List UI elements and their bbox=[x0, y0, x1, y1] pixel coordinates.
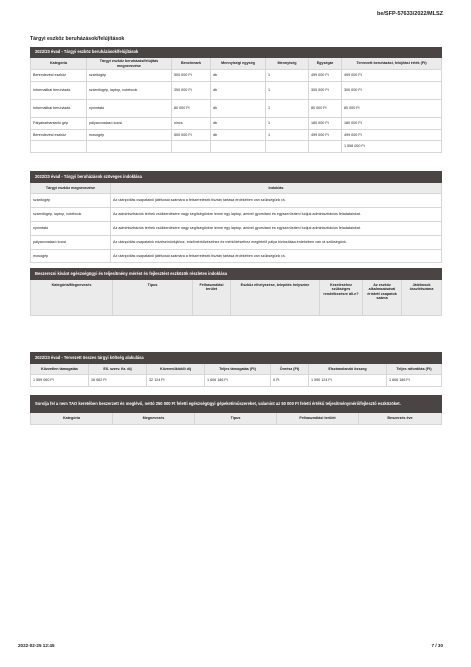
table-cell: 180 000 Ft bbox=[309, 118, 342, 130]
table-cell: számítógép, laptop, notebook bbox=[31, 208, 111, 222]
column-header: Beszerzés éve bbox=[359, 413, 442, 425]
table-row bbox=[31, 100, 442, 118]
table-cell: db bbox=[211, 100, 266, 118]
table-cell: 80 000 Ft bbox=[342, 100, 442, 118]
table-cell: számítógép, laptop, notebook bbox=[87, 82, 172, 100]
table-cell: 1 bbox=[266, 118, 309, 130]
table-cell: nyomtató bbox=[87, 100, 172, 118]
table-cell: 1 bbox=[266, 100, 309, 118]
column-header: Játékosok összlétszáma bbox=[402, 280, 442, 316]
table-cell: db bbox=[211, 118, 266, 130]
table-row bbox=[31, 208, 442, 222]
table-cell: pályavonalazó kocsi bbox=[87, 118, 172, 130]
column-header: Felhasználási terület bbox=[277, 413, 359, 425]
table-cell: Az adminisztrációs terhek csökkentésére nagy segítségünkre lenne egy laptop, amivel gyorsítani és egyszerűsíteni tudjuk adminisztrációs feladatainkat. bbox=[111, 208, 442, 222]
column-header: Az eszköz alkalmazásával érintett csapatok száma bbox=[363, 280, 402, 316]
table-row bbox=[31, 118, 442, 130]
table-cell: 1 559 060 Ft bbox=[31, 375, 89, 387]
section-title: Tárgyi eszköz beruházások/felújítások bbox=[30, 36, 125, 42]
table-cell: szárítógép bbox=[87, 70, 172, 82]
column-header: Megnevezés bbox=[113, 413, 195, 425]
table-cell: 500 000 Ft bbox=[172, 70, 211, 82]
non-tao-equipment-table bbox=[30, 395, 442, 425]
column-header: Önrész (Ft) bbox=[271, 364, 309, 375]
column-header: Tárgyi eszköz beruházás/felújítás megnevezése bbox=[87, 58, 172, 70]
table-cell: 1 bbox=[266, 70, 309, 82]
column-header: Teljes ráfordítás (Ft) bbox=[387, 364, 442, 375]
total-row bbox=[31, 141, 442, 153]
table-row bbox=[31, 82, 442, 100]
page-number: 7 / 30 bbox=[431, 643, 443, 648]
column-header: Típus bbox=[195, 413, 277, 425]
column-header: Közvetlen támogatás bbox=[31, 364, 89, 375]
table-cell: 499 000 Ft bbox=[309, 70, 342, 82]
column-header: Mennyiség bbox=[266, 58, 309, 70]
table-cell: Berendezési eszköz bbox=[31, 130, 87, 141]
table-cell: 1 590 124 Ft bbox=[309, 375, 387, 387]
table-cell: 500 000 Ft bbox=[172, 130, 211, 141]
justification-table bbox=[30, 171, 442, 263]
table-cell: Az utánpótlás csapataink játékosai számára a felszerelések tisztán tartása érdekében van szükségünk rá. bbox=[111, 194, 442, 208]
table-cell: db bbox=[211, 70, 266, 82]
table-cell: szárítógép bbox=[31, 194, 111, 208]
table-cell: 499 000 Ft bbox=[309, 130, 342, 141]
table-cell: mosógép bbox=[87, 130, 172, 141]
table-cell: nincs bbox=[172, 118, 211, 130]
health-equipment-table bbox=[30, 268, 442, 316]
table-cell: 80 000 Ft bbox=[309, 100, 342, 118]
table-row bbox=[31, 194, 442, 208]
table-cell: db bbox=[211, 130, 266, 141]
table-cell: Informatikai beruházás bbox=[31, 100, 87, 118]
table-row bbox=[31, 236, 442, 250]
total-value: 1 558 000 Ft bbox=[342, 141, 442, 153]
table-cell: 1 606 186 Ft bbox=[205, 375, 271, 387]
table-cell: 0 Ft bbox=[271, 375, 309, 387]
table-cell: 499 000 Ft bbox=[342, 70, 442, 82]
table-cell: Informatikai beruházás bbox=[31, 82, 87, 100]
table-cell: Az utánpótlás csapataink edzéseinünkjához, edzőmérkőzéseihez és mérkőzéseihez megfelelő pálya biztosítása érdekében van rá szükségünk. bbox=[111, 236, 442, 250]
table-cell: pályavonalazó kocsi bbox=[31, 236, 111, 250]
column-header: Kategória bbox=[31, 413, 113, 425]
table-row bbox=[31, 250, 442, 263]
column-header: Mennyiségi egység bbox=[211, 58, 266, 70]
table-banner: 2022/23 évad - Tervezett összes tárgyi költség alakulása bbox=[31, 353, 442, 364]
column-header: Egységár bbox=[309, 58, 342, 70]
table-cell: 16 062 Ft bbox=[89, 375, 147, 387]
total-cost-table bbox=[30, 352, 442, 387]
column-header: Kategória bbox=[31, 58, 87, 70]
table-cell: db bbox=[211, 82, 266, 100]
table-cell: Az utánpótlás csapataink játékosai számára a felszerelések tisztán tartása érdekében van szükségünk rá. bbox=[111, 250, 442, 263]
column-header: Kezeléséhez szükséges rendelkezésre áll-e? bbox=[320, 280, 363, 316]
column-header: Kategória/Megnevezés bbox=[31, 280, 113, 316]
table-cell: mosógép bbox=[31, 250, 111, 263]
table-cell: 1 bbox=[266, 82, 309, 100]
table-cell: Berendezési eszköz bbox=[31, 70, 87, 82]
footer-timestamp: 2022-02-25 12:45 bbox=[18, 643, 55, 648]
table-cell: 32 124 Ft bbox=[147, 375, 205, 387]
column-header: Tervezett beruházási, felújítási érték (Ft) bbox=[342, 58, 442, 70]
column-header: Tárgyi eszköz megnevezése bbox=[31, 183, 111, 194]
column-header: Benchmark bbox=[172, 58, 211, 70]
column-header: Közreműködői díj bbox=[147, 364, 205, 375]
column-header: Típus bbox=[113, 280, 193, 316]
table-banner: 2022/23 évad - Tárgyi beruházások szöveges indoklása bbox=[31, 172, 442, 183]
table-cell: 300 000 Ft bbox=[172, 82, 211, 100]
column-header: Eszköz elhelyezése, telepítés helyszíne bbox=[231, 280, 320, 316]
table-cell: nyomtató bbox=[31, 222, 111, 236]
table-cell: Pályakarbantartó gép bbox=[31, 118, 87, 130]
table-row bbox=[31, 130, 442, 141]
column-header: Teljes támogatás (Ft) bbox=[205, 364, 271, 375]
column-header: Felhasználási terület bbox=[193, 280, 231, 316]
column-header: Elszámolandó összeg bbox=[309, 364, 387, 375]
table-row bbox=[31, 375, 442, 387]
table-row bbox=[31, 70, 442, 82]
table-banner: Beszerezni kívánt egészségügyi és teljesítmény mérést és fejlesztést eszközök részletes indoklása bbox=[31, 269, 442, 280]
table-cell: 1 606 186 Ft bbox=[387, 375, 442, 387]
table-cell: Az adminisztrációs terhek csökkentésére nagy segítségünkre lenne egy laptop, amivel gyorsítani és egyszerűsíteni tudjuk adminisztrációs feladatainkat. bbox=[111, 222, 442, 236]
table-cell: 300 000 Ft bbox=[309, 82, 342, 100]
table-cell: 180 000 Ft bbox=[342, 118, 442, 130]
table-cell: 300 000 Ft bbox=[342, 82, 442, 100]
table-cell: 80 000 Ft bbox=[172, 100, 211, 118]
column-header: Ell. szerv. fiz. díj bbox=[89, 364, 147, 375]
table-banner: 2022/23 évad - Tárgyi eszköz beruházások/felújítások bbox=[31, 48, 442, 58]
asset-investment-table bbox=[30, 47, 442, 153]
table-banner: Sorolja fel a nem TAO keretében beszerzett és meglévő, nettó 250 000 Ft feletti egészségügyi gépeket/műszereket, valamint az 50 000 Ft feletti értékű teljesítménymérő/fejlesztő eszközöket. bbox=[31, 396, 442, 413]
table-cell: 499 000 Ft bbox=[342, 130, 442, 141]
document-reference: be/SFP-57633/2022/MLSZ bbox=[376, 11, 443, 17]
column-header: Indoklás bbox=[111, 183, 442, 194]
table-cell: 1 bbox=[266, 130, 309, 141]
table-row bbox=[31, 222, 442, 236]
